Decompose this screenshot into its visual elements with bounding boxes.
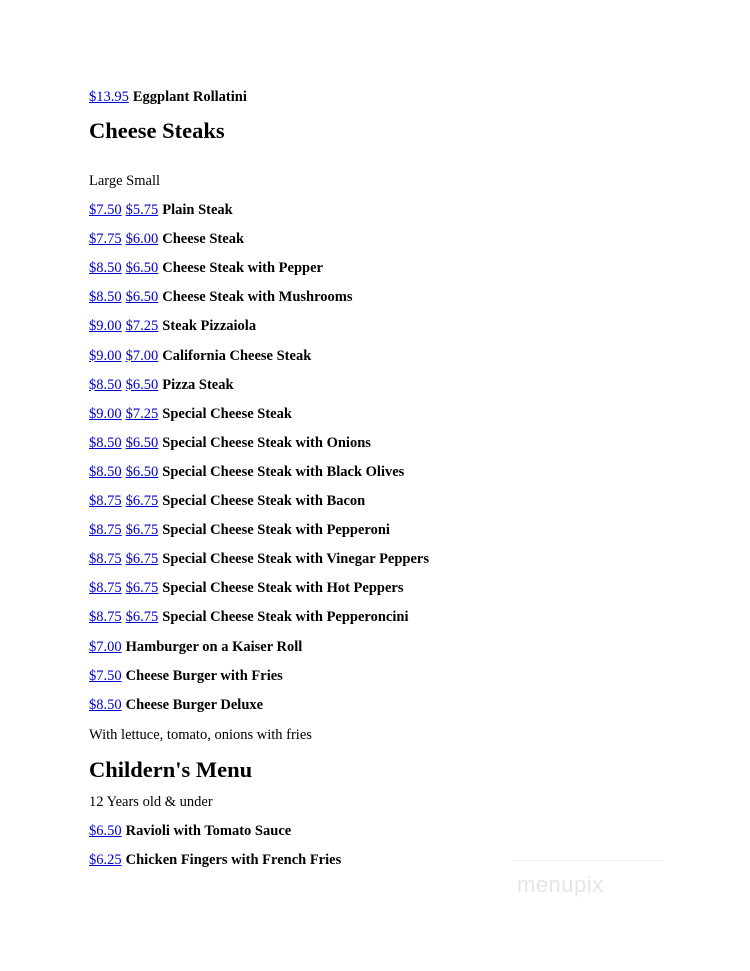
price-link[interactable]: $8.50 (89, 463, 122, 480)
childrens-subtitle: 12 Years old & under (89, 794, 213, 810)
price-link[interactable]: $7.00 (89, 639, 122, 655)
menu-item (89, 230, 244, 248)
price-link[interactable]: $8.50 (89, 260, 122, 277)
price-link[interactable]: $9.00 (89, 347, 122, 364)
price-link[interactable]: $6.50 (125, 434, 159, 451)
price-link[interactable]: $6.75 (125, 551, 159, 568)
item-name: Cheese Steak (162, 231, 245, 248)
menu-item (89, 851, 341, 869)
price-link[interactable]: $6.50 (89, 823, 122, 839)
item-name: Eggplant Rollatini (132, 89, 247, 105)
menu-item (89, 579, 404, 597)
item-name: Pizza Steak (162, 376, 234, 393)
size-header: Large Small (89, 173, 161, 189)
price-link[interactable]: $8.75 (89, 580, 122, 597)
menu-item (89, 667, 283, 685)
price-link[interactable]: $7.50 (89, 668, 122, 685)
price-link[interactable]: $6.50 (125, 376, 159, 393)
menu-item (89, 638, 302, 656)
menu-item (89, 317, 256, 335)
item-name: Special Cheese Steak with Hot Peppers (162, 580, 404, 597)
menu-item (89, 521, 390, 539)
menu-item (89, 492, 365, 510)
price-link[interactable]: $8.50 (89, 376, 122, 393)
item-name: Cheese Steak with Mushrooms (162, 289, 353, 306)
price-link[interactable]: $8.75 (89, 551, 122, 568)
menu-item (89, 550, 429, 568)
price-link[interactable]: $6.50 (125, 289, 159, 306)
item-name: Special Cheese Steak with Bacon (162, 493, 366, 509)
price-link[interactable]: $6.75 (125, 609, 159, 626)
item-name: California Cheese Steak (162, 347, 312, 364)
price-link[interactable]: $6.75 (125, 493, 159, 509)
price-link[interactable]: $5.75 (125, 202, 159, 218)
price-link[interactable]: $6.25 (89, 852, 122, 869)
item-name: Special Cheese Steak with Onions (162, 434, 371, 451)
price-link[interactable]: $6.75 (125, 522, 159, 539)
price-link[interactable]: $8.75 (89, 609, 122, 626)
burger-note: With lettuce, tomato, onions with fries (89, 727, 312, 743)
price-link[interactable]: $9.00 (89, 405, 122, 422)
section-heading-childrens-menu: Childern's Menu (89, 757, 253, 782)
section-heading-cheese-steaks: Cheese Steaks (89, 118, 225, 143)
price-link[interactable]: $8.75 (89, 522, 122, 539)
price-link[interactable]: $7.00 (125, 347, 159, 364)
price-link[interactable]: $7.50 (89, 202, 122, 218)
menu-item (89, 347, 311, 365)
price-link[interactable]: $13.95 (89, 89, 129, 105)
price-link[interactable]: $6.75 (125, 580, 159, 597)
watermark-rule (513, 860, 663, 861)
price-link[interactable]: $8.50 (89, 434, 122, 451)
item-name: Special Cheese Steak with Black Olives (162, 463, 405, 480)
item-name: Hamburger on a Kaiser Roll (125, 639, 303, 655)
menu-item (89, 376, 234, 394)
menu-item (89, 88, 247, 106)
menu-item (89, 463, 404, 481)
item-name: Special Cheese Steak with Pepperoni (162, 522, 390, 539)
menu-item (89, 259, 323, 277)
menu-item (89, 822, 291, 840)
menu-item (89, 288, 353, 306)
menu-item (89, 201, 233, 219)
price-link[interactable]: $8.50 (89, 289, 122, 306)
item-name: Special Cheese Steak (162, 405, 292, 422)
item-name: Chicken Fingers with French Fries (125, 852, 342, 869)
menu-item (89, 608, 408, 626)
item-name: Steak Pizzaiola (162, 318, 257, 335)
item-name: Special Cheese Steak with Pepperoncini (162, 609, 409, 626)
menu-item (89, 696, 263, 714)
price-link[interactable]: $9.00 (89, 318, 122, 335)
menu-item (89, 405, 292, 423)
price-link[interactable]: $6.50 (125, 463, 159, 480)
watermark-logo: menupix (517, 872, 604, 897)
price-link[interactable]: $7.25 (125, 318, 159, 335)
item-name: Ravioli with Tomato Sauce (125, 823, 292, 839)
price-link[interactable]: $6.00 (125, 231, 159, 248)
price-link[interactable]: $8.50 (89, 697, 122, 714)
item-name: Plain Steak (162, 202, 233, 218)
item-name: Cheese Burger with Fries (125, 668, 283, 685)
item-name: Cheese Steak with Pepper (162, 260, 323, 277)
item-name: Cheese Burger Deluxe (125, 697, 264, 714)
menu-item (89, 434, 371, 452)
price-link[interactable]: $7.75 (89, 231, 122, 248)
item-name: Special Cheese Steak with Vinegar Peppers (162, 551, 430, 568)
price-link[interactable]: $6.50 (125, 260, 159, 277)
price-link[interactable]: $7.25 (125, 405, 159, 422)
price-link[interactable]: $8.75 (89, 493, 122, 509)
